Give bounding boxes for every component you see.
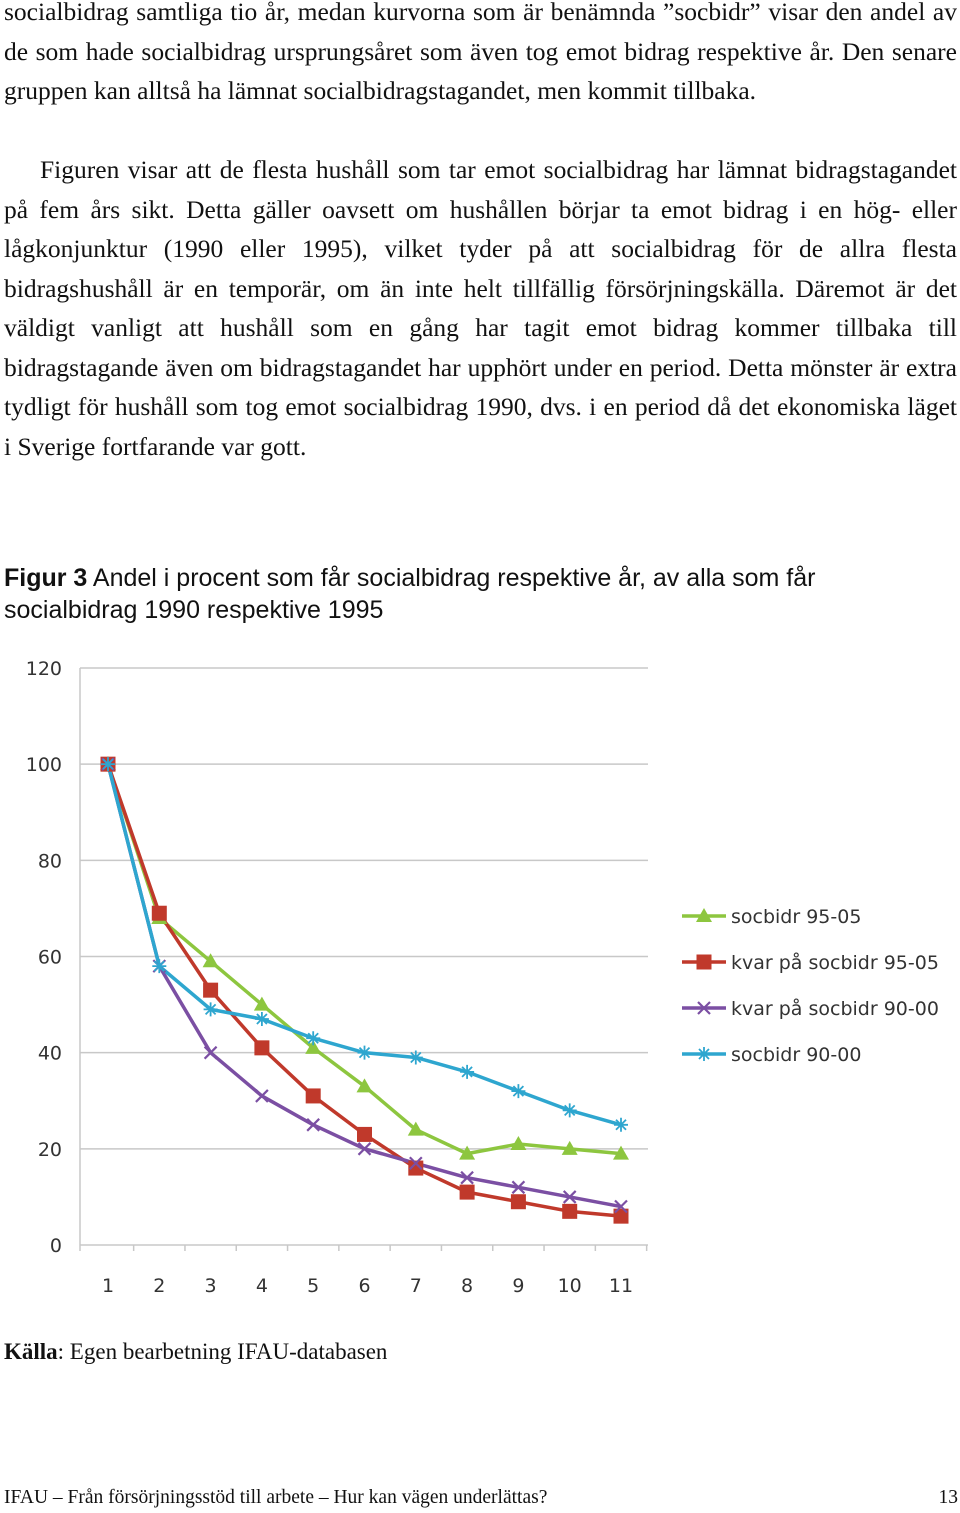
series-line <box>108 764 621 1125</box>
data-point <box>511 1194 526 1209</box>
source-note <box>4 1337 387 1367</box>
footer-title: IFAU – Från försörjningsstöd till arbete – Hur kan vägen underlättas? <box>4 1487 548 1508</box>
data-point <box>255 1012 269 1026</box>
figure-caption <box>4 562 924 626</box>
data-point <box>203 983 218 998</box>
x-tick-label: 2 <box>153 1275 166 1297</box>
paragraph-text: socialbidrag samtliga tio år, medan kurvorna som är benämnda ”socbidr” visar den andel av de som hade socialbidrag ursprungsåret som även tog emot bidrag respektive år. Den senare gruppen kan alltså ha lämnat socialbidragstagandet, men kommit tillbaka. <box>4 0 957 105</box>
y-tick-label: 120 <box>25 658 62 680</box>
data-point <box>152 906 167 921</box>
figure-caption-text: Andel i procent som får socialbidrag respektive år, av alla som får socialbidrag 1990 respektive 1995 <box>4 564 816 624</box>
legend-marker <box>697 955 712 970</box>
legend-marker <box>697 1047 711 1061</box>
data-point <box>256 1090 268 1102</box>
body-paragraph-1 <box>4 0 957 111</box>
x-tick-label: 9 <box>512 1275 525 1297</box>
y-tick-label: 80 <box>37 850 62 873</box>
legend-label: socbidr 90-00 <box>731 1044 862 1066</box>
paragraph-text: Figuren visar att de flesta hushåll som tar emot socialbidrag har lämnat bidragstagandet på fem års sikt. Detta gäller oavsett om hushållen börjar ta emot bidrag i en hög- eller lågkonjunktur (1990 eller 1995), vilket tyder på att socialbidrag för de allra flesta bidragshushåll är en temporär, om än inte helt tillfällig försörjningskälla. Däremot är det väldigt vanligt att hushåll som en gång har tagit emot bidrag kommer tillbaka till bidragstagande även om bidragstagandet har upphört under en period. Detta mönster är extra tydligt för hushåll som tog emot socialbidrag 1990, dvs. i en period då det ekonomiska läget i Sverige fortfarande var gott. <box>4 155 957 461</box>
x-tick-label: 10 <box>557 1275 582 1297</box>
data-point <box>152 959 166 973</box>
line-chart <box>0 640 960 1310</box>
data-point <box>306 1031 320 1045</box>
data-point <box>307 1119 319 1131</box>
page-number: 13 <box>938 1487 958 1508</box>
data-point <box>204 1002 218 1016</box>
data-point <box>563 1103 577 1117</box>
data-point <box>409 1050 423 1064</box>
x-tick-label: 5 <box>307 1275 320 1297</box>
y-tick-label: 40 <box>37 1042 62 1065</box>
data-point <box>562 1204 577 1219</box>
data-point <box>101 757 115 771</box>
legend-label: kvar på socbidr 90-00 <box>731 998 939 1020</box>
x-tick-label: 3 <box>204 1275 217 1297</box>
figure-label: Figur 3 <box>4 564 88 592</box>
legend-label: kvar på socbidr 95-05 <box>731 952 939 974</box>
legend-label: socbidr 95-05 <box>731 906 862 928</box>
data-point <box>614 1118 628 1132</box>
x-tick-label: 1 <box>101 1275 115 1297</box>
data-point <box>460 1065 474 1079</box>
data-point <box>357 1127 372 1142</box>
x-tick-label: 7 <box>409 1275 422 1297</box>
x-tick-label: 4 <box>255 1275 268 1297</box>
x-tick-label: 6 <box>358 1275 371 1297</box>
y-tick-label: 0 <box>49 1235 62 1257</box>
x-tick-label: 8 <box>461 1275 474 1297</box>
data-point <box>306 1088 321 1103</box>
data-point <box>358 1046 372 1060</box>
body-paragraph-2 <box>4 150 957 466</box>
data-point <box>460 1185 475 1200</box>
source-text: : Egen bearbetning IFAU-databasen <box>57 1339 388 1364</box>
series-line <box>108 764 621 1153</box>
page-footer <box>4 1485 958 1511</box>
y-tick-label: 100 <box>25 754 62 777</box>
x-tick-label: 11 <box>608 1275 634 1297</box>
data-point <box>254 1040 269 1055</box>
y-tick-label: 20 <box>37 1138 62 1161</box>
y-tick-label: 60 <box>37 946 62 969</box>
data-point <box>511 1084 525 1098</box>
source-label: Källa <box>4 1339 58 1364</box>
